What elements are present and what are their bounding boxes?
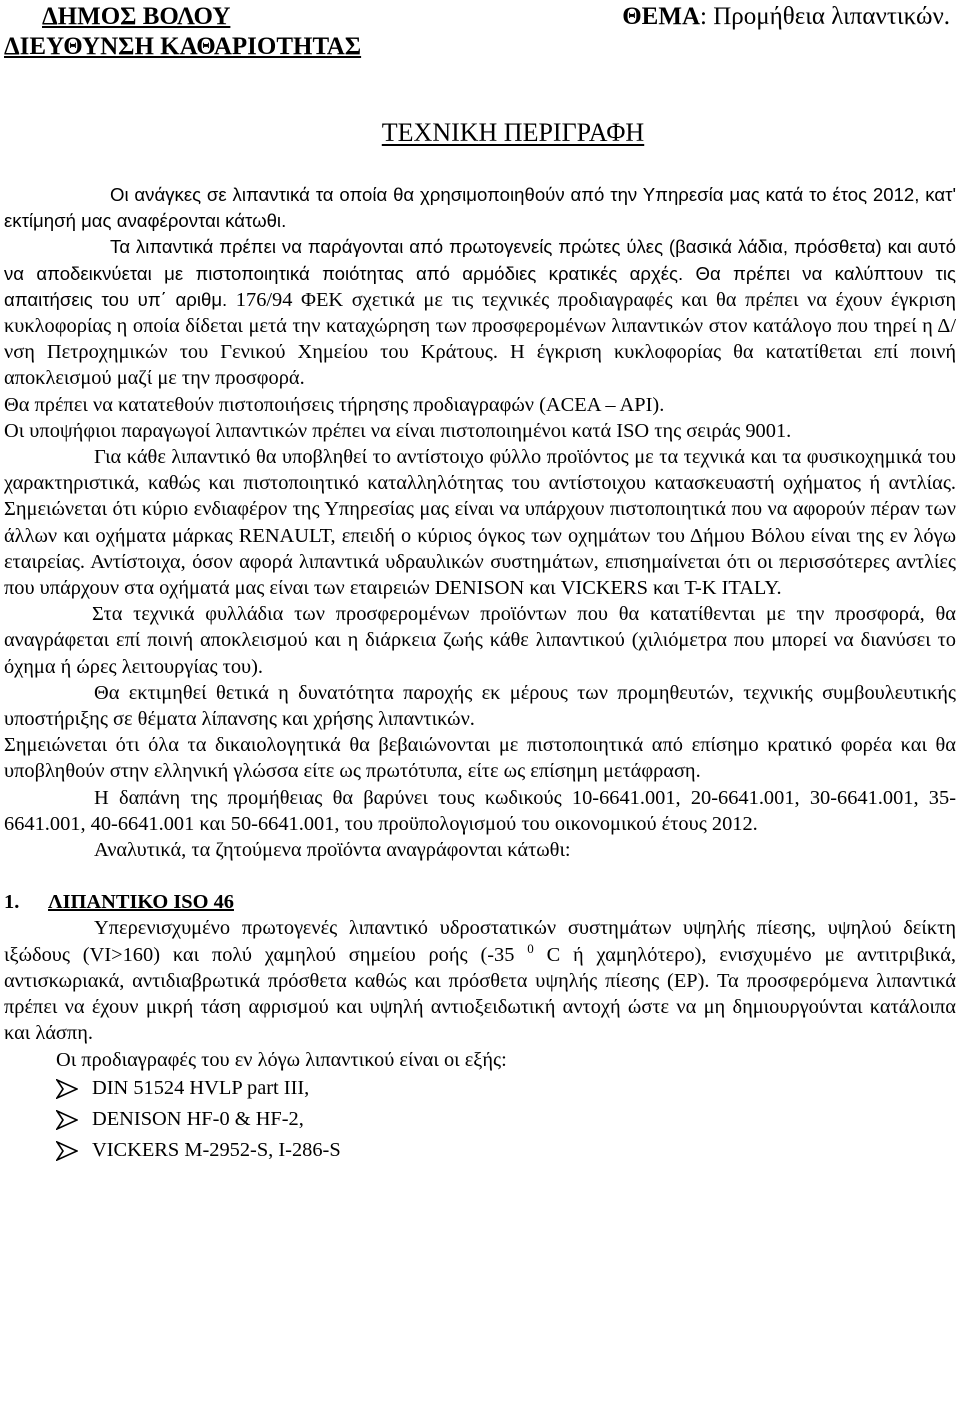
arrow-bullet-icon [56, 1079, 78, 1099]
section-description-part2: C ή χαμηλότερο), ενισχυμένο με αντιτριβικά, αντισκωριακά, αντιδιαβρωτικά πρόσθετα καθώς και πρόσθετα υψηλής πίεσης (EP). Τα προσφερόμενα λιπαντικά πρέπει να έχουν μικρή τάση αφρισμού και υψηλή αντιοξειδωτική αντοχή ώστε να μη δημιουργούνται κατάλοιπα και λάσπη. [4, 943, 956, 1045]
municipality-name: ΔΗΜΟΣ ΒΟΛΟΥ [42, 3, 231, 30]
issuer-block [4, 2, 361, 62]
spec-item: VICKERS M-2952-S, I-286-S [92, 1138, 341, 1161]
arrow-bullet-icon [56, 1141, 78, 1161]
specs-intro: Οι προδιαγραφές του εν λόγω λιπαντικού είναι οι εξής: [56, 1048, 507, 1071]
list-item [4, 1073, 956, 1104]
list-item [4, 1104, 956, 1135]
paragraph-requirements-part2: 176/94 ΦΕΚ σχετικά με τις τεχνικές προδιαγραφές και θα πρέπει να έχουν έγκριση κυκλοφορίας η οποία δίδεται μετά την καταχώρηση των προσφερομένων λιπαντικών στον κατάλογο που τηρεί η Δ/νση Πετροχημικών του Γενικού Χημείου του Κράτους. Η έγκριση κυκλοφορίας θα κατατίθεται επί ποινή αποκλεισμού μαζί με την προσφορά. [4, 288, 956, 390]
subject-text: : Προμήθεια λιπαντικών. [700, 3, 950, 30]
spec-item: DIN 51524 HVLP part III, [92, 1076, 310, 1099]
spacer [4, 863, 956, 889]
paragraph-acea-api: Θα πρέπει να κατατεθούν πιστοποιήσεις τήρησης προδιαγραφών (ACEA – API). [4, 393, 665, 416]
spec-item: DENISON HF-0 & HF-2, [92, 1107, 304, 1130]
paragraph-technical-leaflets: Στα τεχνικά φυλλάδια των προσφερομένων προϊόντων που θα κατατίθενται με την προσφορά, θα αναγράφεται επί ποινή αποκλεισμού και η διάρκεια ζωής κάθε λιπαντικού (χιλιόμετρα που μπορεί να διανύσει το όχημα ή ώρες λειτουργίας του). [4, 603, 956, 678]
paragraph-budget-codes: Η δαπάνη της προμήθειας θα βαρύνει τους κωδικούς 10-6641.001, 20-6641.001, 30-6641.001, 35-6641.001, 40-6641.001 και 50-6641.001, του προϋπολογισμού του οικονομικού έτους 2012. [4, 786, 956, 835]
document-body [4, 182, 956, 1166]
section-description [4, 915, 956, 1046]
paragraph-intro: Οι ανάγκες σε λιπαντικά τα οποία θα χρησιμοποιηθούν από την Υπηρεσία μας κατά το έτος 2012, κατ' εκτίμησή μας αναφέρονται κάτωθι. [4, 184, 956, 232]
subject-line [622, 2, 950, 32]
section-description-part1: Υπερενισχυμένο πρωτογενές λιπαντικό υδροστατικών συστημάτων υψηλής πίεσης, υψηλού δείκτη ιξώδους (VI>160) και πολύ χαμηλού σημείου ροής (-35 [4, 917, 956, 966]
paragraph-requirements-part1: Τα λιπαντικά πρέπει να παράγονται από πρωτογενείς πρώτες ύλες (βασικά λάδια, πρόσθετα) και αυτό να αποδεικνύεται με πιστοποιητικά ποιότητας από αρμόδιες κρατικές αρχές. Θα πρέπει να καλύπτουν τις απαιτήσεις του υπ΄ αριθμ. [4, 236, 956, 310]
paragraph-consulting: Θα εκτιμηθεί θετικά η δυνατότητα παροχής εκ μέρους των προμηθευτών, τεχνικής συμβουλευτικής υποστήριξης σε θέματα λίπανσης και χρήσης λιπαντικών. [4, 681, 956, 731]
list-item [4, 1135, 956, 1166]
department-name: ΔΙΕΥΘΥΝΣΗ ΚΑΘΑΡΙΟΤΗΤΑΣ [4, 33, 362, 60]
paragraph-requirements [4, 234, 956, 391]
paragraph-products-intro: Αναλυτικά, τα ζητούμενα προϊόντα αναγράφονται κάτωθι: [94, 839, 571, 862]
section-heading-iso46 [4, 889, 956, 915]
degree-superscript: 0 [527, 940, 534, 956]
subject-label: ΘΕΜΑ [622, 3, 701, 30]
paragraph-product-sheet: Για κάθε λιπαντικό θα υποβληθεί το αντίστοιχο φύλλο προϊόντος με τα τεχνικά και τα φυσικοχημικά του χαρακτηριστικά, καθώς και πιστοποιητικό καταλληλότητας του αντίστοιχου κατασκευαστή οχήματος ή αντλίας. Σημειώνεται ότι κύριο ενδιαφέρον της Υπηρεσίας μας είναι να υπάρχουν πιστοποιητικά που να αφορούν πέραν των άλλων και οχήματα μάρκας RENAULT, επειδή ο κύριος όγκος των οχημάτων του Δήμου Βόλου είναι της εν λόγω εταιρείας. Αντίστοιχα, όσον αφορά λιπαντικά υδραυλικών συστημάτων, επισημαίνεται ότι οι περισσότερες αντλίες που υπάρχουν στα οχήματά μας είναι των εταιρειών DENISON και VICKERS και T-K ITALY. [4, 446, 956, 600]
arrow-bullet-icon [56, 1110, 78, 1130]
spec-list [4, 1073, 956, 1166]
paragraph-iso: Οι υποψήφιοι παραγωγοί λιπαντικών πρέπει να είναι πιστοποιημένοι κατά ISO της σειράς 9001. [4, 419, 792, 442]
document-title: ΤΕΧΝΙΚΗ ΠΕΡΙΓΡΑΦΗ [381, 118, 645, 147]
section-name: ΛΙΠΑΝΤΙΚΟ ISO 46 [48, 891, 234, 914]
paragraph-certificates: Σημειώνεται ότι όλα τα δικαιολογητικά θα βεβαιώνονται με πιστοποιητικά από επίσημο κρατικό φορέα και θα υποβληθούν στην ελληνική γλώσσα είτε ως πρωτότυπα, είτε ως επίσημη μετάφραση. [4, 734, 956, 783]
section-number: 1. [4, 891, 20, 914]
